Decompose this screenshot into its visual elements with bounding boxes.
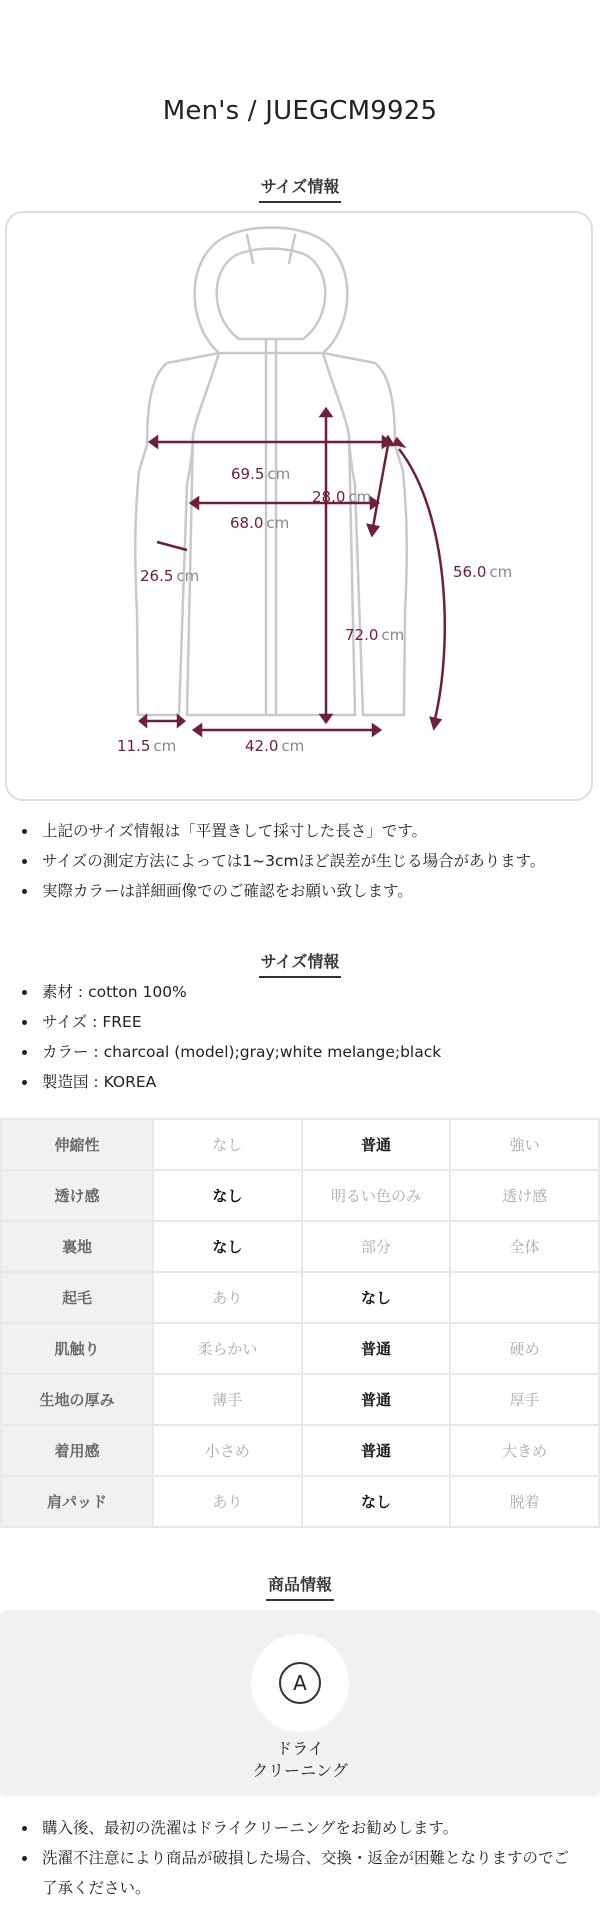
size-info-heading: サイズ情報 — [0, 174, 600, 203]
list-item: カラー : charcoal (model);gray;white melange;black — [0, 1037, 600, 1067]
care-notes-list — [0, 1813, 600, 1903]
product-title: Men's / JUEGCM9925 — [162, 96, 438, 126]
list-item: 実際カラーは詳細画像でのご確認をお願い致します。 — [0, 876, 600, 906]
table-row — [1, 1323, 599, 1374]
attribute-name: 肌触り — [1, 1323, 153, 1374]
attribute-option: 柔らかい — [153, 1323, 302, 1374]
size-notes-list — [0, 816, 600, 906]
attribute-option: なし — [153, 1170, 302, 1221]
measure-chest: 69.5 cm — [231, 465, 291, 483]
measure-sleeve-seam: 28.0 cm — [312, 488, 372, 506]
list-item: 素材 : cotton 100% — [0, 977, 600, 1007]
list-item: 購入後、最初の洗濯はドライクリーニングをお勧めします。 — [0, 1813, 600, 1843]
table-row — [1, 1272, 599, 1323]
attribute-option: なし — [302, 1272, 451, 1323]
attribute-name: 生地の厚み — [1, 1374, 153, 1425]
care-label-line1: ドライ — [276, 1739, 324, 1758]
care-label — [0, 1738, 600, 1782]
attribute-name: 起毛 — [1, 1272, 153, 1323]
spec-heading: サイズ情報 — [0, 949, 600, 978]
attribute-option: 薄手 — [153, 1374, 302, 1425]
care-label-line2: クリーニング — [252, 1761, 348, 1780]
list-item: 洗濯不注意により商品が破損した場合、交換・返金が困難となりますのでご了承ください。 — [0, 1843, 600, 1903]
attribute-option — [450, 1272, 599, 1323]
care-panel — [0, 1610, 600, 1796]
attribute-option: 部分 — [302, 1221, 451, 1272]
list-item: 上記のサイズ情報は「平置きして採寸した長さ」です。 — [0, 816, 600, 846]
table-row — [1, 1476, 599, 1527]
care-symbol: A — [279, 1662, 321, 1704]
spec-list — [0, 977, 600, 1097]
measure-length: 72.0 cm — [345, 626, 405, 644]
attribute-option: なし — [153, 1119, 302, 1170]
size-diagram — [5, 211, 593, 801]
table-row — [1, 1119, 599, 1170]
attribute-name: 裏地 — [1, 1221, 153, 1272]
list-item: 製造国 : KOREA — [0, 1067, 600, 1097]
attribute-option: なし — [153, 1221, 302, 1272]
attribute-table — [0, 1118, 600, 1528]
attribute-option: 硬め — [450, 1323, 599, 1374]
attribute-name: 肩パッド — [1, 1476, 153, 1527]
attribute-option: 小さめ — [153, 1425, 302, 1476]
attribute-option: 普通 — [302, 1323, 451, 1374]
list-item: サイズの測定方法によっては1~3cmほど誤差が生じる場合があります。 — [0, 846, 600, 876]
attribute-option: 脱着 — [450, 1476, 599, 1527]
attribute-option: 厚手 — [450, 1374, 599, 1425]
product-info-heading: 商品情報 — [0, 1572, 600, 1601]
measure-cuff: 11.5 cm — [117, 737, 177, 755]
attribute-option: なし — [302, 1476, 451, 1527]
table-row — [1, 1221, 599, 1272]
attribute-option: 普通 — [302, 1425, 451, 1476]
hoodie-outline — [7, 213, 595, 803]
table-row — [1, 1374, 599, 1425]
attribute-name: 透け感 — [1, 1170, 153, 1221]
attribute-option: 透け感 — [450, 1170, 599, 1221]
table-row — [1, 1170, 599, 1221]
measure-waist: 68.0 cm — [230, 514, 290, 532]
table-row — [1, 1425, 599, 1476]
attribute-option: 大きめ — [450, 1425, 599, 1476]
measure-hem: 42.0 cm — [245, 737, 305, 755]
dry-clean-icon — [251, 1634, 349, 1732]
list-item: サイズ : FREE — [0, 1007, 600, 1037]
attribute-option: あり — [153, 1476, 302, 1527]
attribute-option: 普通 — [302, 1119, 451, 1170]
measure-armhole: 26.5 cm — [140, 567, 200, 585]
attribute-name: 伸縮性 — [1, 1119, 153, 1170]
attribute-option: 明るい色のみ — [302, 1170, 451, 1221]
attribute-option: 強い — [450, 1119, 599, 1170]
measure-sleeve: 56.0 cm — [453, 563, 513, 581]
attribute-option: 全体 — [450, 1221, 599, 1272]
attribute-option: あり — [153, 1272, 302, 1323]
attribute-name: 着用感 — [1, 1425, 153, 1476]
attribute-option: 普通 — [302, 1374, 451, 1425]
